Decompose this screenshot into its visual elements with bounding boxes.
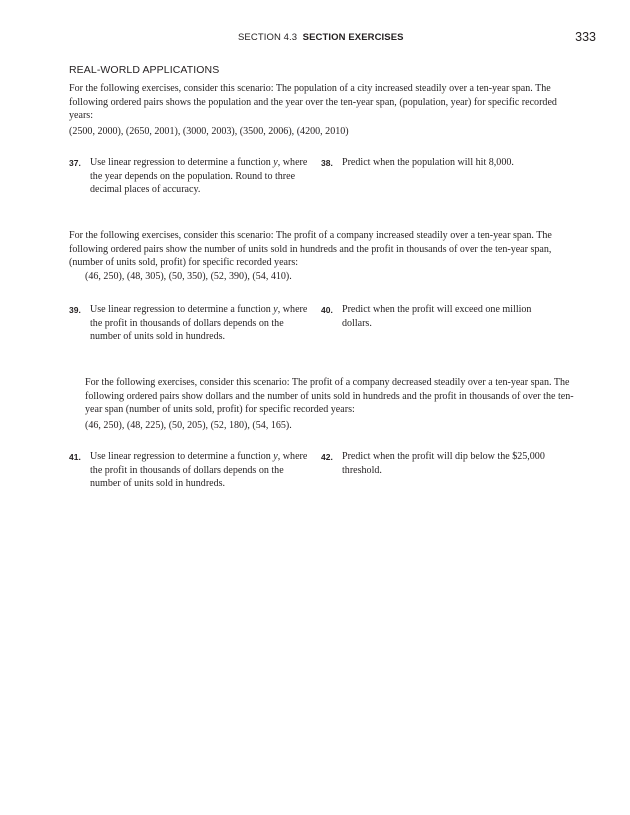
ordered-pairs-1: (2500, 2000), (2650, 2001), (3000, 2003), (3500, 2006), (4200, 2010) [69, 126, 349, 137]
ordered-pairs-3: (46, 250), (48, 225), (50, 205), (52, 180), (54, 165). [85, 420, 292, 431]
exercise-41 [69, 450, 315, 492]
scenario-intro-3: For the following exercises, consider this scenario: The profit of a company decreased steadily over a ten-year span. The following ordered pairs show dollars and the number of units sold in hundreds and the profit in thousands of over the ten-year span (number of units sold, profit) for specific recorded years: [85, 377, 574, 415]
exercise-text: Predict when the profit will exceed one million dollars. [342, 304, 532, 329]
ordered-pairs-2: (46, 250), (48, 305), (50, 350), (52, 390), (54, 410). [85, 271, 292, 282]
exercise-number: 38. [321, 158, 333, 168]
exercise-text-part: , where the profit in thousands of dollars depends on the number of units sold in hundreds. [90, 304, 308, 342]
exercise-text [90, 156, 314, 197]
exercise-text-part: , where the profit in thousands of dollars depends on the number of units sold in hundreds. [90, 451, 308, 489]
exercise-number: 41. [69, 452, 81, 462]
variable-y: y [273, 304, 278, 315]
section-title: SECTION EXERCISES [302, 32, 404, 43]
exercise-text-part: Use linear regression to determine a function [90, 157, 274, 168]
section-label: SECTION 4.3 [238, 32, 298, 43]
page-number: 333 [575, 30, 596, 44]
section-header [238, 32, 404, 43]
scenario-intro-2: For the following exercises, consider this scenario: The profit of a company increased steadily over a ten-year span. The following ordered pairs show the number of units sold in hundreds and the profit in thousands of over the ten-year span, (number of units sold, profit) for specific recorded years: [69, 230, 552, 268]
exercise-text: Predict when the profit will dip below the $25,000 threshold. [342, 451, 545, 476]
exercise-text: Predict when the population will hit 8,000. [342, 157, 514, 168]
exercise-text-part: Use linear regression to determine a function [90, 304, 274, 315]
exercise-number: 42. [321, 452, 333, 462]
section-heading: REAL-WORLD APPLICATIONS [69, 64, 220, 76]
variable-y: y [273, 451, 278, 462]
exercise-40 [321, 303, 571, 333]
variable-y: y [273, 157, 278, 168]
exercise-38 [321, 156, 571, 172]
exercise-42 [321, 450, 571, 480]
exercise-text [90, 303, 314, 344]
exercise-text [90, 450, 314, 491]
exercise-number: 37. [69, 158, 81, 168]
exercise-37 [69, 156, 315, 198]
exercise-39 [69, 303, 315, 345]
exercise-text-part: , where the year depends on the population. Round to three decimal places of accuracy. [90, 157, 308, 195]
exercise-text-part: Use linear regression to determine a function [90, 451, 274, 462]
exercise-number: 39. [69, 305, 81, 315]
running-header [0, 31, 630, 47]
scenario-intro-1: For the following exercises, consider this scenario: The population of a city increased steadily over a ten-year span. The following ordered pairs shows the population and the year over the ten-year span, (population, year) for specific recorded years: [69, 83, 557, 121]
exercise-number: 40. [321, 305, 333, 315]
